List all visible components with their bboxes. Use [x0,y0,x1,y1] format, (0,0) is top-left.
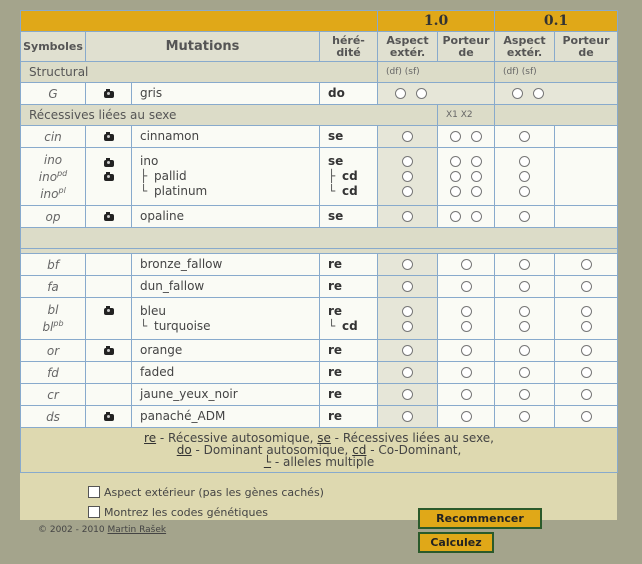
radio-x1[interactable] [450,186,461,197]
legend-cd-text: - Co-Dominant, [366,443,462,457]
radio-aspect-1[interactable] [402,345,413,356]
symbol-blpb-sup: pb [53,319,64,328]
symbol-bl: bl [47,303,59,317]
radio-aspect-1[interactable] [402,367,413,378]
mutation-name: faded [132,362,320,384]
radio-porteur-1[interactable] [461,389,472,400]
mutation-name: turquoise [154,318,211,333]
mutation-name: jaune_yeux_noir [132,384,320,406]
radio-x1[interactable] [450,131,461,142]
radio-porteur-1[interactable] [461,259,472,270]
heredity-code: re [320,340,378,362]
radio-aspect-2[interactable] [519,367,530,378]
options [88,483,324,523]
allele-end-icon: └ [140,318,148,333]
radio-aspect-2[interactable] [519,281,530,292]
symbol-cell: ds [21,406,86,428]
radio-aspect-2[interactable] [519,171,530,182]
heredity-code: cd [342,318,358,333]
generation-1-label: 1.0 [378,11,495,32]
table-row [21,254,618,276]
symbol-ino: ino [43,152,63,167]
radio-sf-2[interactable] [533,88,544,99]
heredity-code: re [320,254,378,276]
radio-aspect-1[interactable] [402,131,413,142]
symbol-cell: cr [21,384,86,406]
radio-aspect-1[interactable] [402,411,413,422]
heredity-code: do [320,83,378,105]
mutation-name: gris [132,83,320,105]
col-heredite: héré-dité [320,32,378,62]
col-porteur-1: Porteur de [438,32,495,62]
table-row [21,276,618,298]
legend-re: re [144,431,157,445]
heredity-code: re [320,406,378,428]
radio-aspect-2[interactable] [519,131,530,142]
radio-df-1[interactable] [395,88,406,99]
camera-icon[interactable] [104,214,114,221]
heredity-code: cd [342,169,358,183]
mutation-name: panaché_ADM [132,406,320,428]
legend-l-text: - alleles multiple [271,455,375,469]
legend-se: se [317,431,331,445]
radio-porteur-1[interactable] [461,321,472,332]
symbol-blpb: bl [42,320,54,334]
footer [38,525,166,535]
radio-df-2[interactable] [512,88,523,99]
camera-icon[interactable] [104,160,114,167]
radio-porteur-1[interactable] [461,306,472,317]
table-row [21,83,618,105]
radio-x1[interactable] [450,171,461,182]
heredity-code: cd [342,184,358,198]
radio-aspect-1[interactable] [402,306,413,317]
legend-do: do [176,443,192,457]
radio-porteur-2[interactable] [581,281,592,292]
mutation-name: orange [132,340,320,362]
radio-aspect-1[interactable] [402,211,413,222]
camera-icon[interactable] [104,91,114,98]
allele-branch-icon: ├ [328,169,336,183]
mutation-name: platinum [154,184,208,198]
df-sf-label-2: (df) (sf) [495,62,618,83]
allele-branch-icon: ├ [140,169,148,183]
heredity-code: re [320,362,378,384]
symbol-cell: or [21,340,86,362]
col-aspect-2: Aspect extér. [495,32,555,62]
legend-do-text: - Dominant autosomique, [191,443,353,457]
table-row [21,148,618,206]
radio-aspect-2[interactable] [519,345,530,356]
x1-x2-label: X1 X2 [438,105,495,126]
radio-porteur-2[interactable] [581,259,592,270]
legend-re-text: - Récessive autosomique, [156,431,318,445]
camera-icon[interactable] [104,348,114,355]
col-mutations: Mutations [86,32,320,62]
aspect-option-label: Aspect extérieur (pas les gènes cachés) [104,485,324,499]
table-row [21,126,618,148]
radio-aspect-2[interactable] [519,259,530,270]
symbol-cell: bf [21,254,86,276]
radio-x2[interactable] [471,156,482,167]
radio-porteur-1[interactable] [461,345,472,356]
heredity-code: se [320,126,378,148]
legend-l: └ [263,455,272,469]
mutation-name: bronze_fallow [132,254,320,276]
heredity-code: re [320,384,378,406]
table-row [21,206,618,228]
calculez-button[interactable]: Calculez [418,532,494,553]
df-sf-label-1: (df) (sf) [378,62,495,83]
col-porteur-2: Porteur de [555,32,618,62]
radio-sf-1[interactable] [416,88,427,99]
radio-aspect-1[interactable] [402,186,413,197]
radio-x2[interactable] [471,186,482,197]
radio-aspect-2[interactable] [519,156,530,167]
table-row [21,298,618,340]
section-structural: Structural [21,62,378,83]
radio-x2[interactable] [471,171,482,182]
mutation-name: ino [140,154,159,168]
camera-icon[interactable] [104,308,114,315]
table-row [21,340,618,362]
generation-2-label: 0.1 [495,11,618,32]
radio-aspect-2[interactable] [519,321,530,332]
symbol-cell: cin [21,126,86,148]
mutation-name: dun_fallow [132,276,320,298]
radio-aspect-2[interactable] [519,211,530,222]
table-row [21,384,618,406]
allele-end-icon: └ [328,318,336,333]
mutation-table [20,10,618,473]
copyright-text: © 2002 - 2010 [38,525,108,535]
author-link[interactable]: Martin Rašek [107,525,167,535]
radio-aspect-1[interactable] [402,389,413,400]
section-recessives-liees: Récessives liées au sexe [21,105,438,126]
mutation-name: opaline [132,206,320,228]
radio-aspect-2[interactable] [519,306,530,317]
heredity-code: se [320,206,378,228]
camera-icon[interactable] [104,134,114,141]
symbol-inopd-sup: pd [57,168,68,178]
mutation-name: bleu [140,303,166,318]
radio-aspect-2[interactable] [519,411,530,422]
symbol-inopl: ino [40,186,59,201]
radio-aspect-1[interactable] [402,321,413,332]
radio-porteur-2[interactable] [581,345,592,356]
col-aspect-1: Aspect extér. [378,32,438,62]
heredity-code: re [328,303,343,318]
heredity-code: se [328,154,344,168]
symbol-cell: fa [21,276,86,298]
radio-porteur-2[interactable] [581,389,592,400]
col-symboles: Symboles [21,32,86,62]
radio-aspect-1[interactable] [402,281,413,292]
radio-porteur-2[interactable] [581,411,592,422]
radio-porteur-1[interactable] [461,411,472,422]
table-row [21,362,618,384]
radio-aspect-2[interactable] [519,389,530,400]
radio-x2[interactable] [471,211,482,222]
radio-aspect-1[interactable] [402,259,413,270]
radio-x1[interactable] [450,156,461,167]
symbol-cell: op [21,206,86,228]
legend-cd: cd [352,443,367,457]
radio-x2[interactable] [471,131,482,142]
radio-porteur-2[interactable] [581,321,592,332]
heredity-code: re [320,276,378,298]
recommencer-button[interactable]: Recommencer [418,508,542,529]
radio-aspect-1[interactable] [402,156,413,167]
camera-icon[interactable] [104,414,114,421]
radio-porteur-2[interactable] [581,306,592,317]
legend-se-text: - Récessives liées au sexe, [330,431,494,445]
mutation-name: pallid [154,169,187,183]
radio-aspect-2[interactable] [519,186,530,197]
allele-end-icon: └ [328,184,336,198]
camera-icon[interactable] [104,174,114,181]
symbol-cell: G [21,83,86,105]
radio-porteur-2[interactable] [581,367,592,378]
radio-porteur-1[interactable] [461,367,472,378]
codes-option-label: Montrez les codes génétiques [104,505,268,519]
header-bar [21,11,378,32]
symbol-cell: fd [21,362,86,384]
radio-aspect-1[interactable] [402,171,413,182]
mutation-name: cinnamon [132,126,320,148]
symbol-inopl-sup: pl [58,185,66,195]
section-spacer [21,228,618,249]
codes-checkbox[interactable] [88,506,100,518]
radio-porteur-1[interactable] [461,281,472,292]
legend [21,428,618,473]
table-row [21,406,618,428]
aspect-checkbox[interactable] [88,486,100,498]
symbol-inopd: ino [38,169,58,184]
radio-x1[interactable] [450,211,461,222]
allele-end-icon: └ [140,184,148,198]
